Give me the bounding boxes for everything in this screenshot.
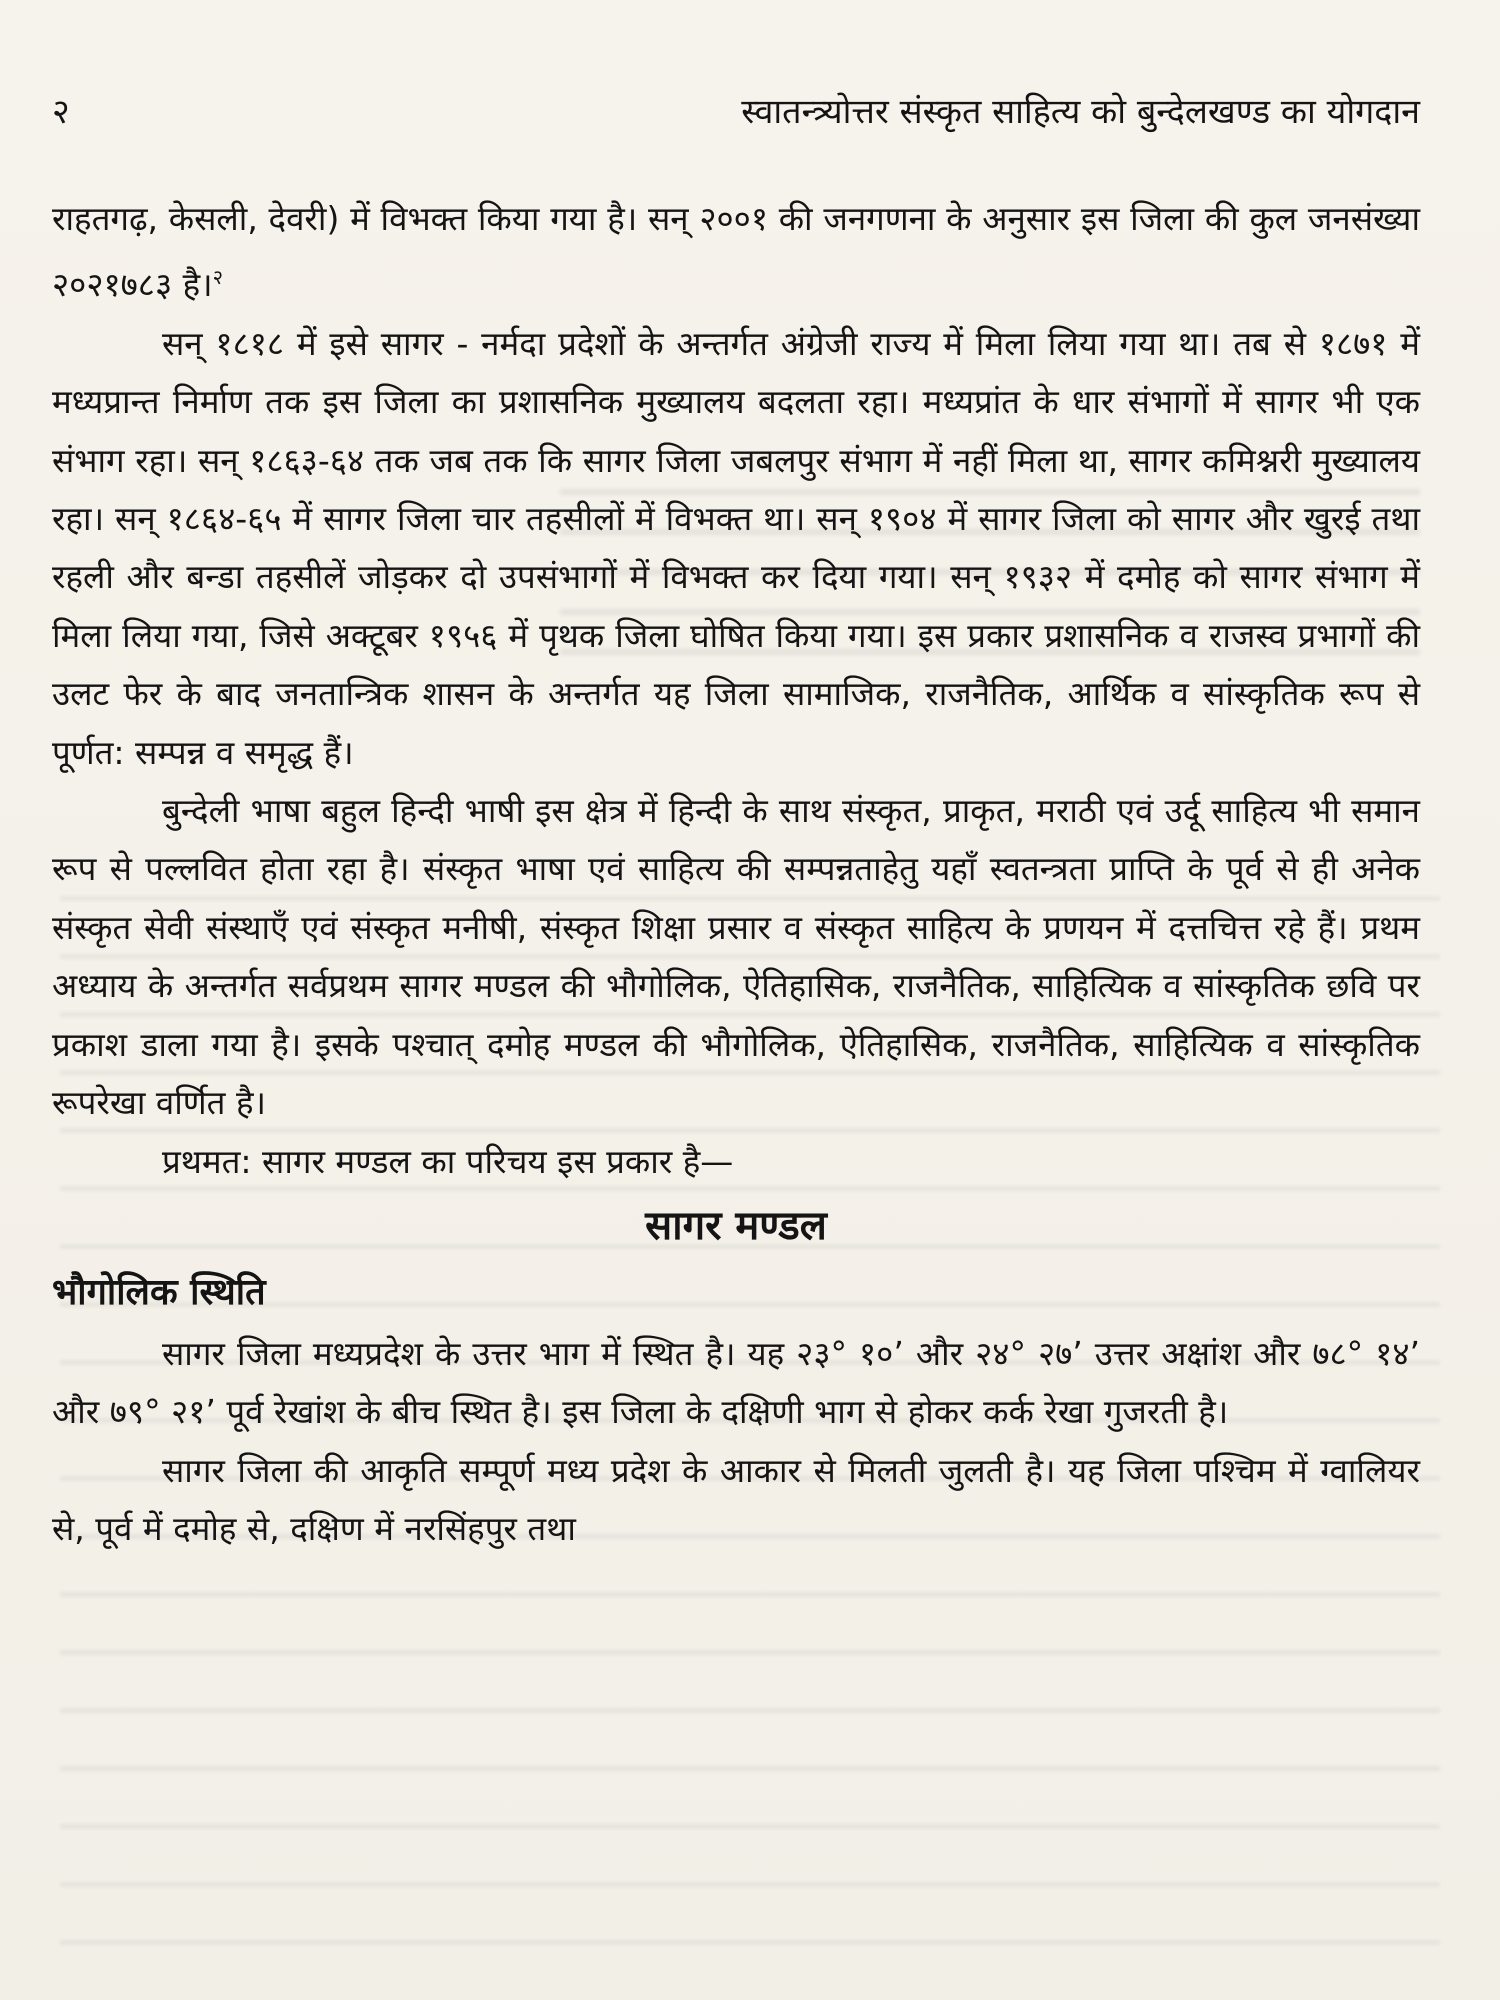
page-number: २: [52, 92, 70, 132]
paragraph-text: राहतगढ़, केसली, देवरी) में विभक्त किया गया है। सन् २००१ की जनगणना के अनुसार इस जिला की कुल जनसंख्या २०२१७८३ है।: [52, 199, 1420, 305]
section-heading: सागर मण्डल: [645, 1202, 827, 1249]
footnote-marker: २: [212, 265, 224, 290]
paragraph-language: बुन्देली भाषा बहुल हिन्दी भाषी इस क्षेत्र में हिन्दी के साथ संस्कृत, प्राकृत, मराठी एवं उर्दू साहित्य भी समान रूप से पल्लवित होता रहा है। संस्कृत भाषा एवं साहित्य की सम्पन्नताहेतु यहाँ स्वतन्त्रता प्राप्ति के पूर्व से ही अनेक संस्कृत सेवी संस्थाएँ एवं संस्कृत मनीषी, संस्कृत शिक्षा प्रसार व संस्कृत साहित्य के प्रणयन में दत्तचित्त रहे हैं। प्रथम अध्याय के अन्तर्गत सर्वप्रथम सागर मण्डल की भौगोलिक, ऐतिहासिक, राजनैतिक, साहित्यिक व सांस्कृतिक छवि पर प्रकाश डाला गया है। इसके पश्चात् दमोह मण्डल की भौगोलिक, ऐतिहासिक, राजनैतिक, साहित्यिक व सांस्कृतिक रूपरेखा वर्णित है।: [52, 791, 1420, 1123]
body-text: [52, 190, 1420, 1559]
subsection-heading: भौगोलिक स्थिति: [52, 1271, 266, 1313]
paragraph-history: सन् १८१८ में इसे सागर - नर्मदा प्रदेशों के अन्तर्गत अंग्रेजी राज्य में मिला लिया गया था। तब से १८७१ में मध्यप्रान्त निर्माण तक इस जिला का प्रशासनिक मुख्यालय बदलता रहा। मध्यप्रांत के धार संभागों में सागर भी एक संभाग रहा। सन् १८६३-६४ तक जब तक कि सागर जिला जबलपुर संभाग में नहीं मिला था, सागर कमिश्नरी मुख्यालय रहा। सन् १८६४-६५ में सागर जिला चार तहसीलों में विभक्त था। सन् १९०४ में सागर जिला को सागर और खुरई तथा रहली और बन्डा तहसीलें जोड़कर दो उपसंभागों में विभक्त कर दिया गया। सन् १९३२ में दमोह को सागर संभाग में मिला लिया गया, जिसे अक्टूबर १९५६ में पृथक जिला घोषित किया गया। इस प्रकार प्रशासनिक व राजस्व प्रभागों की उलट फेर के बाद जनतान्त्रिक शासन के अन्तर्गत यह जिला सामाजिक, राजनैतिक, आर्थिक व सांस्कृतिक रूप से पूर्णत: सम्पन्न व समृद्ध हैं।: [52, 323, 1420, 772]
paragraph-continuation: [52, 190, 1420, 315]
paragraph-intro: प्रथमत: सागर मण्डल का परिचय इस प्रकार है—: [162, 1141, 734, 1181]
paragraph-shape: सागर जिला की आकृति सम्पूर्ण मध्य प्रदेश के आकार से मिलती जुलती है। यह जिला पश्चिम में ग्वालियर से, पूर्व में दमोह से, दक्षिण में नरसिंहपुर तथा: [52, 1450, 1420, 1549]
running-title: स्वातन्त्र्योत्तर संस्कृत साहित्य को बुन्देलखण्ड का योगदान: [741, 92, 1420, 132]
running-header: [52, 88, 1420, 136]
paragraph-location: सागर जिला मध्यप्रदेश के उत्तर भाग में स्थित है। यह २३° १०’ और २४° २७’ उत्तर अक्षांश और ७८° १४’ और ७९° २१’ पूर्व रेखांश के बीच स्थित है। इस जिला के दक्षिणी भाग से होकर कर्क रेखा गुजरती है।: [52, 1333, 1420, 1432]
